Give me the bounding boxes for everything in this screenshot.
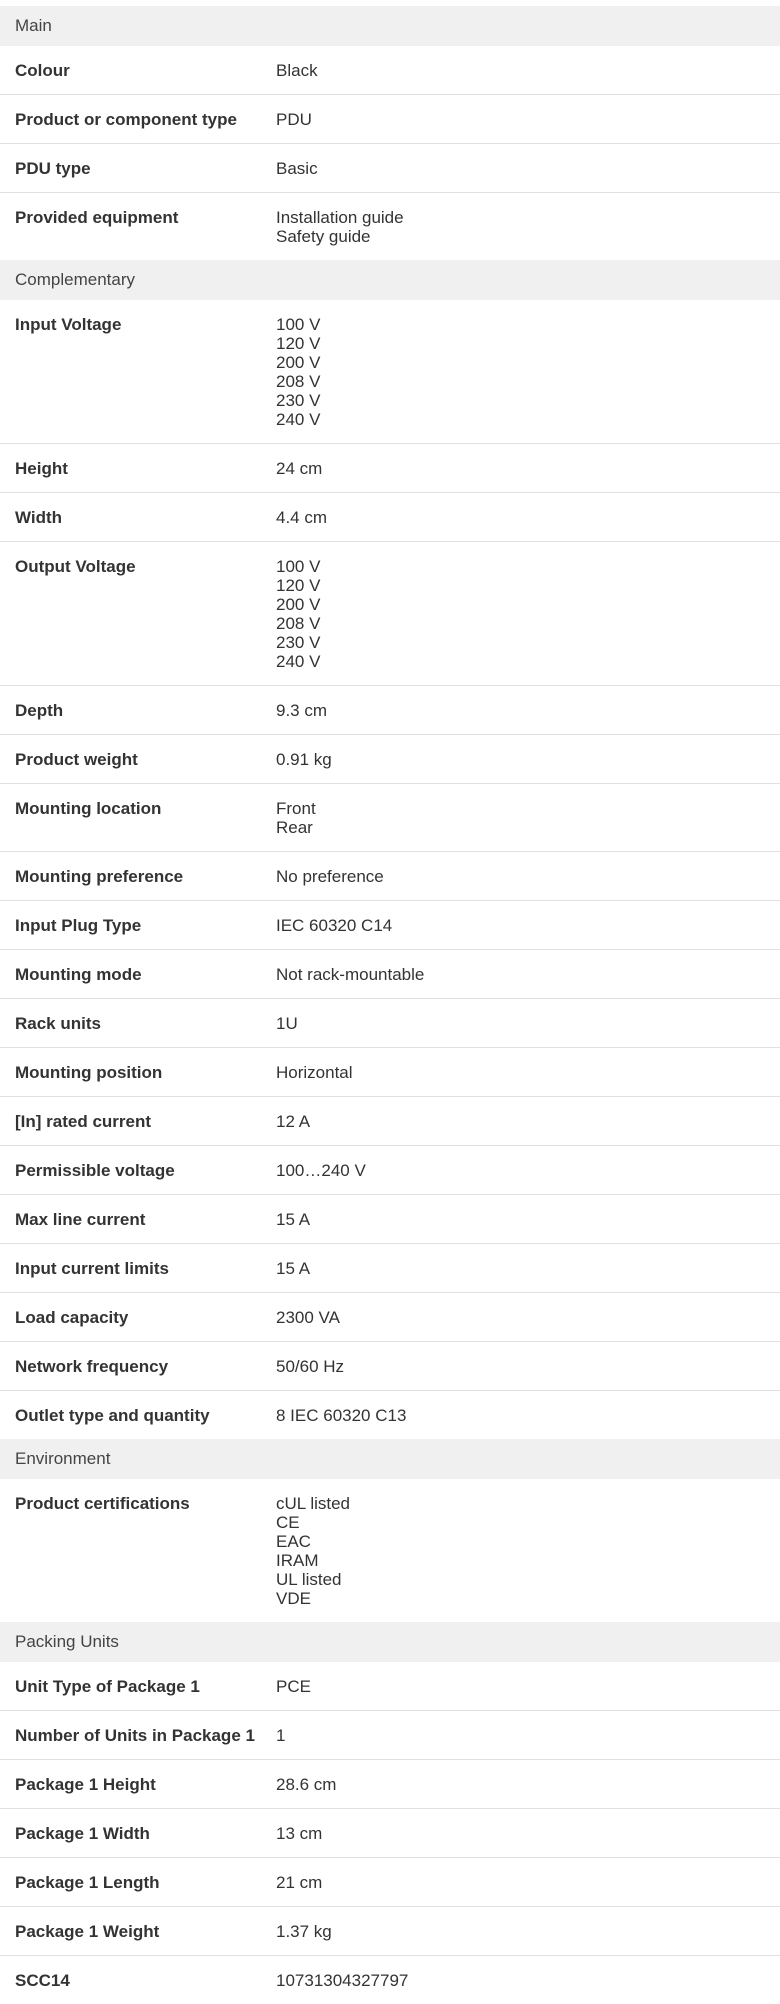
spec-value: 208 V bbox=[276, 614, 321, 633]
spec-label: Permissible voltage bbox=[15, 1161, 175, 1180]
spec-values bbox=[276, 1357, 780, 1376]
spec-row-product-weight bbox=[0, 735, 780, 784]
spec-value: 200 V bbox=[276, 595, 321, 614]
spec-value: 100 V bbox=[276, 557, 321, 576]
spec-label: Width bbox=[15, 508, 63, 527]
spec-value: PDU bbox=[276, 110, 312, 129]
section-environment bbox=[0, 1439, 780, 1622]
spec-label: Colour bbox=[15, 61, 70, 80]
spec-row-rack-units bbox=[0, 999, 780, 1048]
spec-value: Safety guide bbox=[276, 227, 371, 246]
spec-value: EAC bbox=[276, 1532, 311, 1551]
spec-value: CE bbox=[276, 1513, 300, 1532]
section-header: Environment bbox=[0, 1439, 780, 1479]
spec-row-max-line-current bbox=[0, 1195, 780, 1244]
spec-label: Mounting preference bbox=[15, 867, 184, 886]
spec-row-number-of-units-in-package-1 bbox=[0, 1711, 780, 1760]
spec-value: 120 V bbox=[276, 334, 321, 353]
spec-label: Package 1 Length bbox=[15, 1873, 160, 1892]
spec-label: Mounting mode bbox=[15, 965, 142, 984]
spec-values bbox=[276, 1922, 780, 1941]
spec-value: 50/60 Hz bbox=[276, 1357, 345, 1376]
spec-label: Mounting position bbox=[15, 1063, 163, 1082]
spec-values bbox=[276, 701, 780, 720]
spec-value: Basic bbox=[276, 159, 318, 178]
spec-values bbox=[276, 1014, 780, 1033]
spec-value: Black bbox=[276, 61, 318, 80]
spec-label: SCC14 bbox=[15, 1971, 70, 1990]
spec-value: 21 cm bbox=[276, 1873, 323, 1892]
spec-values bbox=[276, 799, 780, 837]
spec-row-package-1-length bbox=[0, 1858, 780, 1907]
spec-values bbox=[276, 1494, 780, 1608]
spec-row-colour bbox=[0, 46, 780, 95]
spec-value: 120 V bbox=[276, 576, 321, 595]
spec-label: Number of Units in Package 1 bbox=[15, 1726, 255, 1745]
spec-label: Product weight bbox=[15, 750, 138, 769]
section-header: Packing Units bbox=[0, 1622, 780, 1662]
spec-value: 240 V bbox=[276, 410, 321, 429]
spec-value: 15 A bbox=[276, 1210, 311, 1229]
spec-value: 200 V bbox=[276, 353, 321, 372]
spec-value: Not rack-mountable bbox=[276, 965, 425, 984]
spec-row-depth bbox=[0, 686, 780, 735]
spec-values bbox=[276, 1677, 780, 1696]
spec-values bbox=[276, 110, 780, 129]
spec-row-width bbox=[0, 493, 780, 542]
spec-value: 4.4 cm bbox=[276, 508, 328, 527]
spec-row-product-certifications bbox=[0, 1479, 780, 1622]
spec-row-input-plug-type bbox=[0, 901, 780, 950]
spec-row-mounting-mode bbox=[0, 950, 780, 999]
spec-values bbox=[276, 867, 780, 886]
spec-row-outlet-type-and-quantity bbox=[0, 1391, 780, 1439]
spec-values bbox=[276, 1873, 780, 1892]
spec-row-unit-type-of-package-1 bbox=[0, 1662, 780, 1711]
spec-row-package-1-weight bbox=[0, 1907, 780, 1956]
section-header: Main bbox=[0, 6, 780, 46]
spec-row-provided-equipment bbox=[0, 193, 780, 260]
section-header: Complementary bbox=[0, 260, 780, 300]
spec-values bbox=[276, 61, 780, 80]
spec-row-mounting-location bbox=[0, 784, 780, 852]
spec-value: PCE bbox=[276, 1677, 311, 1696]
spec-values bbox=[276, 1775, 780, 1794]
spec-value: 9.3 cm bbox=[276, 701, 328, 720]
spec-value: Installation guide bbox=[276, 208, 404, 227]
spec-value: 2300 VA bbox=[276, 1308, 340, 1327]
spec-value: 230 V bbox=[276, 633, 321, 652]
spec-row-package-1-width bbox=[0, 1809, 780, 1858]
spec-label: Package 1 Height bbox=[15, 1775, 156, 1794]
spec-value: cUL listed bbox=[276, 1494, 351, 1513]
spec-values bbox=[276, 916, 780, 935]
spec-label: Height bbox=[15, 459, 68, 478]
spec-row-input-voltage bbox=[0, 300, 780, 444]
spec-label: Rack units bbox=[15, 1014, 101, 1033]
spec-value: 240 V bbox=[276, 652, 321, 671]
spec-value: IEC 60320 C14 bbox=[276, 916, 393, 935]
spec-values bbox=[276, 159, 780, 178]
spec-value: 10731304327797 bbox=[276, 1971, 409, 1990]
spec-value: Horizontal bbox=[276, 1063, 353, 1082]
spec-value: 230 V bbox=[276, 391, 321, 410]
spec-value: 0.91 kg bbox=[276, 750, 332, 769]
spec-values bbox=[276, 1259, 780, 1278]
spec-row-pdu-type bbox=[0, 144, 780, 193]
spec-row-network-frequency bbox=[0, 1342, 780, 1391]
spec-label: Package 1 Weight bbox=[15, 1922, 160, 1941]
spec-label: Provided equipment bbox=[15, 208, 179, 227]
spec-values bbox=[276, 1063, 780, 1082]
spec-value: 28.6 cm bbox=[276, 1775, 337, 1794]
spec-value: No preference bbox=[276, 867, 384, 886]
spec-value: 15 A bbox=[276, 1259, 311, 1278]
spec-values bbox=[276, 1161, 780, 1180]
spec-row-height bbox=[0, 444, 780, 493]
spec-values bbox=[276, 315, 780, 429]
spec-value: Rear bbox=[276, 818, 313, 837]
spec-value: VDE bbox=[276, 1589, 311, 1608]
spec-value: 13 cm bbox=[276, 1824, 323, 1843]
spec-value: UL listed bbox=[276, 1570, 342, 1589]
spec-row-mounting-position bbox=[0, 1048, 780, 1097]
spec-label: Input current limits bbox=[15, 1259, 169, 1278]
spec-label: Load capacity bbox=[15, 1308, 129, 1327]
spec-label: Max line current bbox=[15, 1210, 146, 1229]
spec-values bbox=[276, 1726, 780, 1745]
spec-values bbox=[276, 1308, 780, 1327]
spec-value: 100 V bbox=[276, 315, 321, 334]
spec-value: 1.37 kg bbox=[276, 1922, 332, 1941]
spec-label: Network frequency bbox=[15, 1357, 169, 1376]
spec-row-in-rated-current bbox=[0, 1097, 780, 1146]
spec-value: Front bbox=[276, 799, 316, 818]
spec-values bbox=[276, 750, 780, 769]
spec-values bbox=[276, 1824, 780, 1843]
spec-label: Product or component type bbox=[15, 110, 237, 129]
spec-label: Unit Type of Package 1 bbox=[15, 1677, 200, 1696]
spec-value: 1 bbox=[276, 1726, 286, 1745]
spec-label: Output Voltage bbox=[15, 557, 136, 576]
spec-label: Depth bbox=[15, 701, 64, 720]
spec-label: Product certifications bbox=[15, 1494, 190, 1513]
section-complementary bbox=[0, 260, 780, 1439]
spec-value: IRAM bbox=[276, 1551, 319, 1570]
spec-row-permissible-voltage bbox=[0, 1146, 780, 1195]
spec-values bbox=[276, 459, 780, 478]
spec-label: Outlet type and quantity bbox=[15, 1406, 210, 1425]
spec-row-load-capacity bbox=[0, 1293, 780, 1342]
spec-row-scc14 bbox=[0, 1956, 780, 2004]
spec-row-mounting-preference bbox=[0, 852, 780, 901]
spec-values bbox=[276, 1210, 780, 1229]
spec-values bbox=[276, 1406, 780, 1425]
spec-row-package-1-height bbox=[0, 1760, 780, 1809]
spec-value: 1U bbox=[276, 1014, 298, 1033]
spec-row-output-voltage bbox=[0, 542, 780, 686]
spec-value: 24 cm bbox=[276, 459, 323, 478]
spec-label: Package 1 Width bbox=[15, 1824, 150, 1843]
spec-value: 100…240 V bbox=[276, 1161, 366, 1180]
section-packing-units bbox=[0, 1622, 780, 2004]
spec-label: Input Voltage bbox=[15, 315, 122, 334]
spec-values bbox=[276, 508, 780, 527]
spec-row-product-or-component-type bbox=[0, 95, 780, 144]
section-main bbox=[0, 6, 780, 260]
spec-label: Mounting location bbox=[15, 799, 162, 818]
spec-value: 208 V bbox=[276, 372, 321, 391]
spec-label: Input Plug Type bbox=[15, 916, 142, 935]
spec-value: 12 A bbox=[276, 1112, 311, 1131]
spec-value: 8 IEC 60320 C13 bbox=[276, 1406, 407, 1425]
spec-values bbox=[276, 208, 780, 246]
spec-values bbox=[276, 557, 780, 671]
spec-values bbox=[276, 965, 780, 984]
spec-row-input-current-limits bbox=[0, 1244, 780, 1293]
spec-label: [In] rated current bbox=[15, 1112, 152, 1131]
spec-label: PDU type bbox=[15, 159, 91, 178]
spec-values bbox=[276, 1112, 780, 1131]
